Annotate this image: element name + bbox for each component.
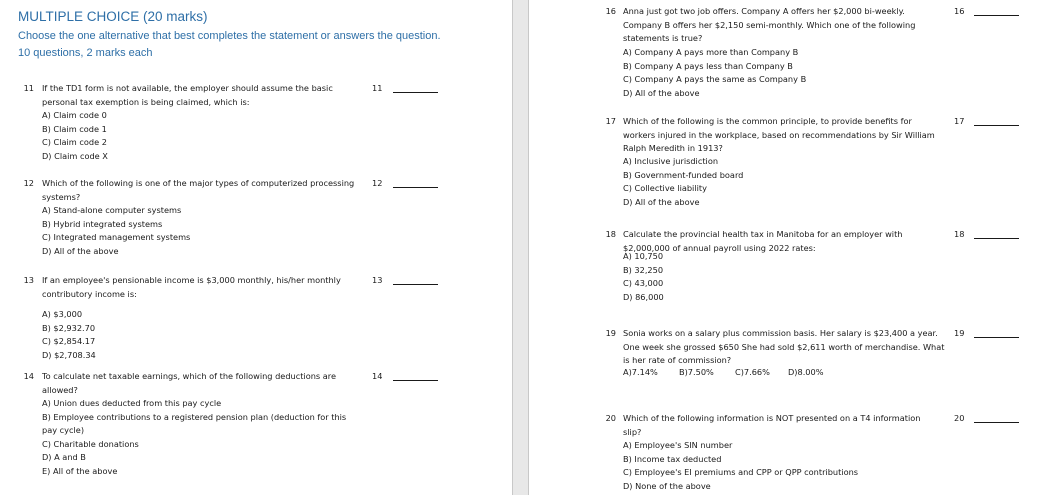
option: A) Union dues deducted from this pay cycle (42, 398, 222, 408)
option: C)7.66% (735, 367, 770, 377)
option: A) Stand-alone computer systems (42, 205, 182, 215)
question-number: 11 (23, 83, 34, 93)
question-text: Which of the following is one of the major types of computerized processing systems? (42, 178, 355, 202)
options-list (623, 439, 858, 493)
question-text: If an employee's pensionable income is $3,000 monthly, his/her monthly contributory income is: (42, 275, 341, 299)
options-list (42, 204, 190, 258)
option: B) 32,250 (623, 264, 664, 275)
option: C) Claim code 2 (42, 137, 107, 147)
option: C) Company A pays the same as Company B (623, 74, 807, 84)
question-text: Anna just got two job offers. Company A offers her $2,000 bi-weekly. Company B offers her $2,150 semi-monthly. Which one of the following statements is true? (623, 6, 916, 43)
question-number: 20 (605, 413, 616, 423)
page-gutter (512, 0, 529, 495)
answer-blank[interactable] (393, 380, 438, 381)
option: B) Employee contributions to a registered pension plan (deduction for this (42, 411, 347, 422)
question-number: 13 (23, 275, 34, 285)
answer-number: 14 (372, 371, 383, 381)
left-page (0, 0, 512, 495)
options-list (42, 308, 96, 362)
question-text: If the TD1 form is not available, the employer should assume the basic personal tax exemption is being claimed, which is: (42, 83, 333, 107)
option: D) All of the above (623, 87, 700, 98)
option: D) Claim code X (42, 150, 108, 161)
option: D) $2,708.34 (42, 349, 96, 360)
option: B) Claim code 1 (42, 123, 107, 134)
options-list (623, 366, 824, 380)
options-list (42, 397, 346, 478)
options-list (42, 109, 108, 163)
answer-blank[interactable] (974, 125, 1019, 126)
question-text: Calculate the provincial health tax in Manitoba for an employer with $2,000,000 of annual payroll using 2022 rates: (623, 229, 903, 253)
option: D) All of the above (42, 245, 119, 256)
option: B)7.50% (679, 367, 714, 377)
answer-number: 11 (372, 83, 383, 93)
option: D) None of the above (623, 480, 711, 491)
option: A) $3,000 (42, 309, 83, 319)
option: D) 86,000 (623, 291, 664, 302)
question-text: To calculate net taxable earnings, which of the following deductions are allowed? (42, 371, 336, 395)
answer-blank[interactable] (393, 92, 438, 93)
options-list (623, 155, 743, 209)
question-number: 19 (605, 328, 616, 338)
option: C) Employee's EI premiums and CPP or QPP contributions (623, 467, 859, 477)
question-number: 16 (605, 6, 616, 16)
option: D) A and B (42, 452, 86, 462)
option: C) Integrated management systems (42, 232, 191, 242)
option: B) $2,932.70 (42, 322, 96, 333)
option: A) Employee's SIN number (623, 440, 733, 450)
answer-number: 20 (954, 413, 965, 423)
instruction-text: Choose the one alternative that best completes the statement or answers the question. (18, 30, 441, 42)
option: C) Collective liability (623, 183, 707, 193)
question-text: Which of the following information is NOT presented on a T4 information slip? (623, 413, 921, 437)
options-list (623, 46, 806, 100)
answer-number: 17 (954, 116, 965, 126)
answer-number: 19 (954, 328, 965, 338)
answer-blank[interactable] (393, 187, 438, 188)
option: pay cycle) (42, 425, 85, 435)
answer-blank[interactable] (974, 337, 1019, 338)
right-page (529, 0, 1059, 495)
answer-blank[interactable] (393, 284, 438, 285)
question-number: 18 (605, 229, 616, 239)
option: A)7.14% (623, 367, 658, 377)
option: C) Charitable donations (42, 438, 139, 449)
answer-blank[interactable] (974, 422, 1019, 423)
option: B) Income tax deducted (623, 453, 722, 464)
subinstruction-text: 10 questions, 2 marks each (18, 47, 153, 59)
option: A) Inclusive jurisdiction (623, 156, 719, 166)
option: A) Company A pays more than Company B (623, 47, 799, 57)
option: C) $2,854.17 (42, 336, 96, 346)
option: D) All of the above (623, 196, 700, 207)
question-number: 12 (23, 178, 34, 188)
answer-number: 18 (954, 229, 965, 239)
section-heading: MULTIPLE CHOICE (20 marks) (18, 9, 208, 24)
answer-blank[interactable] (974, 15, 1019, 16)
question-text: Which of the following is the common principle, to provide benefits for workers injured in the workplace, based on recommendations by Sir William Ralph Meredith in 1913? (623, 116, 935, 153)
option: B) Government-funded board (623, 169, 744, 180)
option: E) All of the above (42, 465, 118, 476)
answer-number: 13 (372, 275, 383, 285)
question-number: 14 (23, 371, 34, 381)
question-number: 17 (605, 116, 616, 126)
option: C) 43,000 (623, 278, 664, 288)
option: D)8.00% (788, 367, 824, 377)
question-text: Sonia works on a salary plus commission basis. Her salary is $23,400 a year. One week she grossed $650 She had sold $2,611 worth of merchandise. What is her rate of commission? (623, 328, 945, 365)
answer-number: 12 (372, 178, 383, 188)
option: A) Claim code 0 (42, 110, 107, 120)
answer-blank[interactable] (974, 238, 1019, 239)
options-list (623, 250, 664, 304)
option: B) Hybrid integrated systems (42, 218, 163, 229)
option: B) Company A pays less than Company B (623, 60, 793, 71)
option: A) 10,750 (623, 251, 664, 261)
answer-number: 16 (954, 6, 965, 16)
